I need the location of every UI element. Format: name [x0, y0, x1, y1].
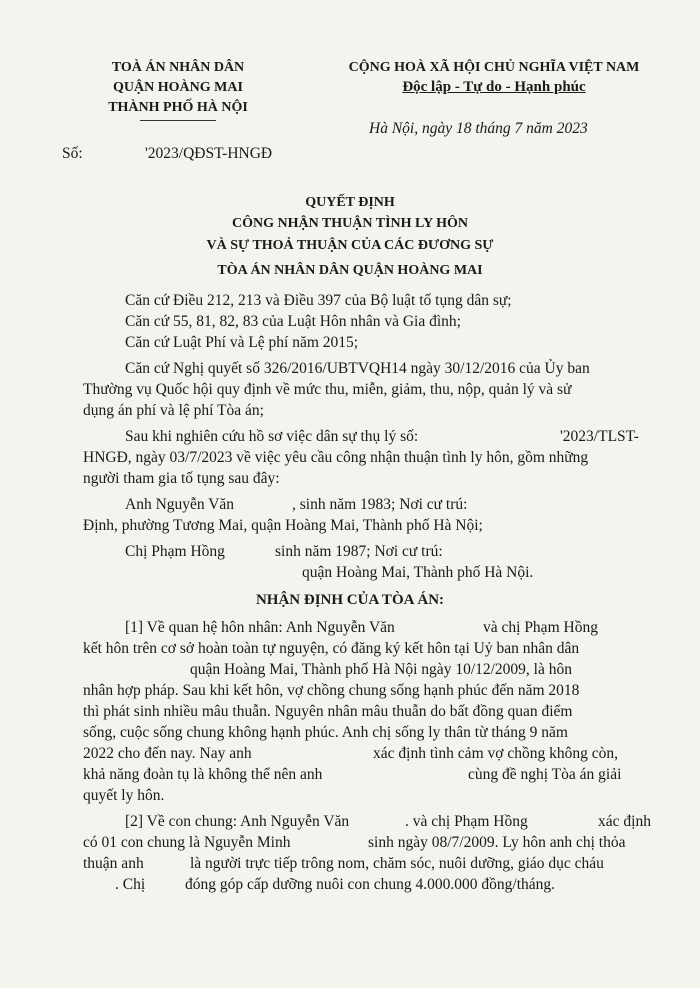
party1-address: Định, phường Tương Mai, quận Hoàng Mai, Thành phố Hà Nội; — [83, 517, 483, 534]
p2-line1a: [2] Về con chung: Anh Nguyễn Văn — [125, 813, 350, 830]
court-underline — [140, 120, 216, 121]
p1-line9: quyết ly hôn. — [83, 787, 165, 804]
resolution-line1: Căn cứ Nghị quyết số 326/2016/UBTVQH14 ngày 30/12/2016 của Ủy ban — [125, 360, 590, 377]
party2-address: quận Hoàng Mai, Thành phố Hà Nội. — [302, 564, 534, 581]
section-heading: NHẬN ĐỊNH CỦA TÒA ÁN: — [255, 592, 445, 608]
study-line3: người tham gia tố tụng sau đây: — [83, 470, 280, 487]
title-line2: CÔNG NHẬN THUẬN TÌNH LY HÔN — [231, 216, 469, 231]
p1-line7b: xác định tình cảm vợ chồng không còn, — [373, 745, 618, 762]
party1-details: , sinh năm 1983; Nơi cư trú: — [292, 496, 468, 513]
resolution-line3: dụng án phí và lệ phí Tòa án; — [83, 402, 264, 419]
title-decision: QUYẾT ĐỊNH — [305, 195, 395, 210]
republic-title: CỘNG HOÀ XÃ HỘI CHỦ NGHĨA VIỆT NAM — [348, 60, 640, 75]
p1-line7a: 2022 cho đến nay. Nay anh — [83, 745, 252, 762]
national-motto: Độc lập - Tự do - Hạnh phúc — [402, 79, 586, 95]
party2-name: Chị Phạm Hồng — [125, 543, 225, 560]
p2-line1c: xác định — [598, 813, 651, 830]
party1-name: Anh Nguyễn Văn — [125, 496, 235, 513]
p2-line3b: là người trực tiếp trông nom, chăm sóc, nuôi dưỡng, giáo dục cháu — [190, 855, 604, 872]
issue-date: Hà Nội, ngày 18 tháng 7 năm 2023 — [369, 120, 588, 137]
p1-line1b: và chị Phạm Hồng — [483, 619, 598, 636]
legal-basis-2: Căn cứ 55, 81, 82, 83 của Luật Hôn nhân và Gia đình; — [125, 313, 461, 330]
title-line3: VÀ SỰ THOẢ THUẬN CỦA CÁC ĐƯƠNG SỰ — [206, 238, 494, 253]
legal-basis-1: Căn cứ Điều 212, 213 và Điều 397 của Bộ luật tố tụng dân sự; — [125, 292, 512, 309]
study-line1b: '2023/TLST- — [560, 428, 639, 445]
p1-line4: nhân hợp pháp. Sau khi kết hôn, vợ chồng chung sống hạnh phúc đến năm 2018 — [83, 682, 580, 699]
p1-line1a: [1] Về quan hệ hôn nhân: Anh Nguyễn Văn — [125, 619, 395, 636]
p1-line2: kết hôn trên cơ sở hoàn toàn tự nguyện, có đăng ký kết hôn tại Uỷ ban nhân dân — [83, 640, 580, 657]
party2-details: sinh năm 1987; Nơi cư trú: — [275, 543, 443, 560]
p1-line6: sống, cuộc sống chung không hạnh phúc. Anh chị sống ly thân từ tháng 9 năm — [83, 724, 568, 741]
document-number: '2023/QĐST-HNGĐ — [145, 145, 273, 162]
study-line2: HNGĐ, ngày 03/7/2023 về việc yêu cầu công nhận thuận tình ly hôn, gồm những — [83, 449, 589, 466]
court-name-line3: THÀNH PHỐ HÀ NỘI — [108, 100, 248, 115]
study-line1a: Sau khi nghiên cứu hồ sơ việc dân sự thụ lý số: — [125, 428, 419, 445]
p2-line4b: đóng góp cấp dưỡng nuôi con chung 4.000.000 đồng/tháng. — [185, 876, 556, 893]
p1-line8a: khả năng đoàn tụ là không thể nên anh — [83, 766, 323, 783]
court-name-line2: QUẬN HOÀNG MAI — [113, 80, 243, 95]
p1-line5: thì phát sinh nhiều mâu thuẫn. Nguyên nhân mâu thuẫn do bất đồng quan điểm — [83, 703, 573, 720]
p2-line3a: thuận anh — [83, 855, 144, 872]
p1-line3: quận Hoàng Mai, Thành phố Hà Nội ngày 10/12/2009, là hôn — [190, 661, 572, 678]
document-number-label: Số: — [62, 145, 83, 162]
p2-line2a: có 01 con chung là Nguyễn Minh — [83, 834, 291, 851]
p2-line2b: sinh ngày 08/7/2009. Ly hôn anh chị thỏa — [368, 834, 626, 851]
title-line4: TÒA ÁN NHÂN DÂN QUẬN HOÀNG MAI — [217, 263, 483, 278]
p2-line4a: . Chị — [115, 876, 146, 893]
p2-line1b: . và chị Phạm Hồng — [405, 813, 528, 830]
p1-line8b: cùng đề nghị Tòa án giải — [468, 766, 622, 783]
legal-basis-3: Căn cứ Luật Phí và Lệ phí năm 2015; — [125, 334, 359, 351]
court-name-line1: TOÀ ÁN NHÂN DÂN — [111, 60, 245, 75]
resolution-line2: Thường vụ Quốc hội quy định về mức thu, miễn, giảm, thu, nộp, quản lý và sử — [83, 381, 572, 398]
